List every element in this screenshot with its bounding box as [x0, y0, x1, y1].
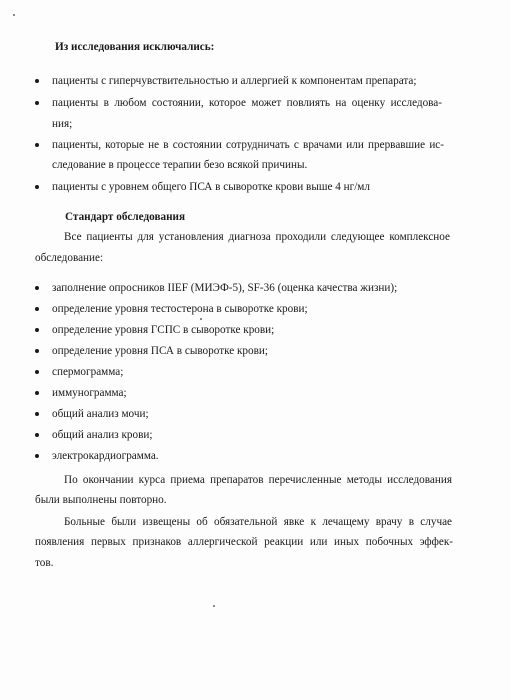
closing-para-2-line-2: появления первых признаков аллергической реакции или иных побочных эффек- — [35, 536, 453, 548]
exclusion-item-3-line-2: следование в процессе терапии безо всякой причины. — [52, 159, 308, 171]
bullet-icon — [35, 391, 39, 395]
standard-item-1: заполнение опросников IIEF (МИЭФ-5), SF-36 (оценка качества жизни); — [52, 282, 398, 294]
scan-speck — [200, 318, 202, 320]
standard-item-6: иммунограмма; — [52, 387, 127, 399]
standard-heading: Стандарт обследования — [65, 211, 186, 223]
exclusion-item-2-line-1: пациенты в любом состоянии, которое может повлиять на оценку исследова- — [52, 97, 442, 109]
bullet-icon — [35, 370, 39, 374]
bullet-icon — [35, 79, 39, 83]
standard-item-3: определение уровня ГСПС в сыворотке крови; — [52, 324, 275, 336]
bullet-icon — [35, 433, 39, 437]
bullet-icon — [35, 101, 39, 105]
exclusion-heading: Из исследования исключались: — [55, 41, 215, 53]
exclusion-item-1: пациенты с гиперчувствительностью и аллергией к компонентам препарата; — [52, 75, 417, 87]
closing-para-2-line-3: тов. — [35, 557, 54, 569]
standard-item-7: общий анализ мочи; — [52, 408, 149, 420]
standard-item-8: общий анализ крови; — [52, 429, 153, 441]
bullet-icon — [35, 349, 39, 353]
exclusion-item-2-line-2: ния; — [52, 118, 73, 130]
exclusion-item-4: пациенты с уровнем общего ПСА в сыворотке крови выше 4 нг/мл — [52, 181, 370, 193]
standard-item-2: определение уровня тестостерона в сыворотке крови; — [52, 303, 308, 315]
bullet-icon — [35, 412, 39, 416]
scan-speck — [13, 14, 15, 16]
bullet-icon — [35, 454, 39, 458]
exclusion-item-3-line-1: пациенты, которые не в состоянии сотрудничать с врачами или прервавшие ис- — [52, 139, 444, 151]
closing-para-2-line-1: Больные были извещены об обязательной явке к лечащему врачу в случае — [64, 516, 452, 528]
bullet-icon — [35, 307, 39, 311]
standard-item-4: определение уровня ПСА в сыворотке крови; — [52, 345, 268, 357]
bullet-icon — [35, 328, 39, 332]
standard-intro-line-2: обследование: — [35, 252, 104, 264]
standard-item-9: электрокардиограмма. — [52, 450, 159, 462]
bullet-icon — [35, 286, 39, 290]
closing-para-1-line-1: По окончании курса приема препаратов перечисленные методы исследования — [64, 474, 452, 486]
scan-speck — [213, 605, 215, 607]
standard-intro-line-1: Все пациенты для установления диагноза проходили следующее комплексное — [64, 231, 450, 243]
closing-para-1-line-2: были выполнены повторно. — [35, 494, 167, 506]
bullet-icon — [35, 143, 39, 147]
standard-item-5: спермограмма; — [52, 366, 124, 378]
bullet-icon — [35, 185, 39, 189]
